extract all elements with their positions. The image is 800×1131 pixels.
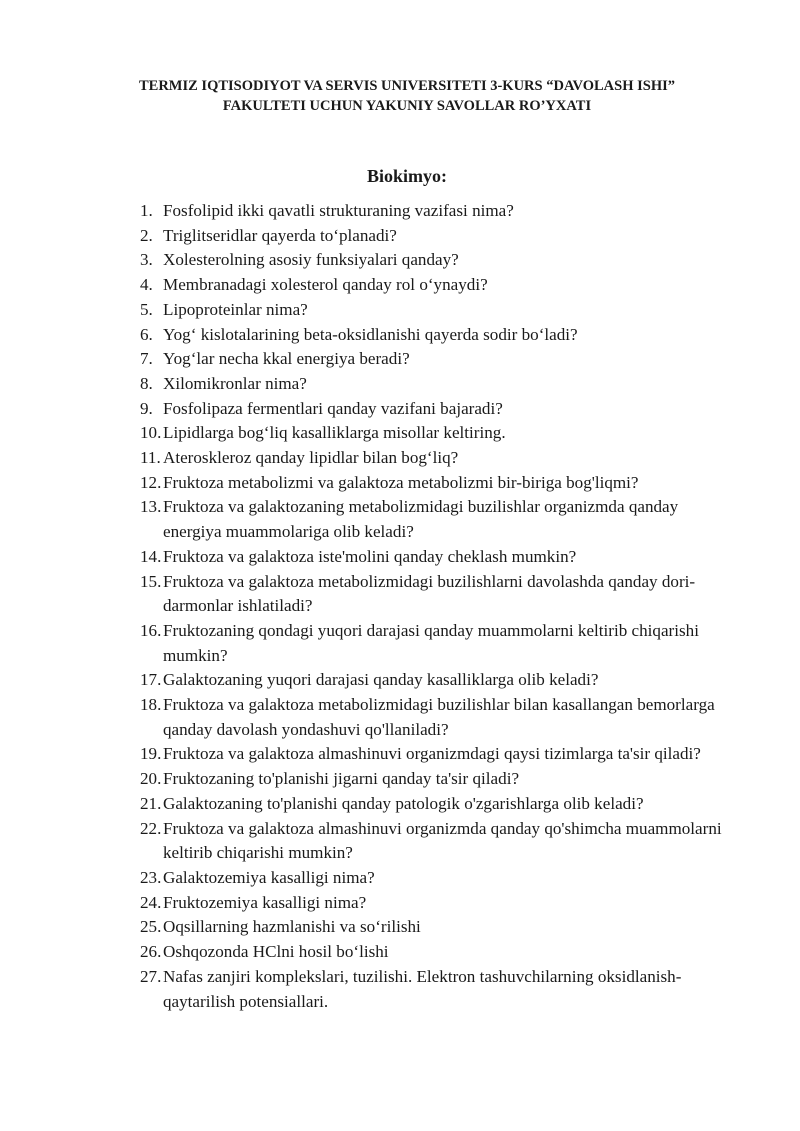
question-item <box>140 397 734 422</box>
question-number: 5. <box>140 299 153 319</box>
question-item <box>140 199 734 224</box>
question-number: 2. <box>140 225 153 245</box>
question-number: 27. <box>140 966 162 986</box>
question-text: Fruktoza va galaktoza metabolizmidagi buzilishlar bilan kasallangan bemorlarga qanday davolash yondashuvi qo'llaniladi? <box>163 695 715 739</box>
question-text: Fruktoza va galaktozaning metabolizmidagi buzilishlar organizmda qanday energiya muammolariga olib keladi? <box>163 497 679 542</box>
question-text: Galaktozemiya kasalligi nima? <box>163 867 375 887</box>
question-number: 20. <box>140 769 162 789</box>
document-header <box>80 76 734 116</box>
question-number: 8. <box>140 373 153 393</box>
question-number: 9. <box>140 398 153 418</box>
question-item <box>140 742 734 767</box>
question-text: Lipoproteinlar nima? <box>163 299 308 319</box>
question-number: 19. <box>140 744 162 764</box>
question-number: 11. <box>140 448 161 468</box>
question-number: 17. <box>140 670 162 690</box>
question-text: Fosfolipid ikki qavatli strukturaning vazifasi nima? <box>163 201 514 220</box>
question-text: Fosfolipaza fermentlari qanday vazifani bajaradi? <box>163 398 503 418</box>
question-item <box>140 693 734 742</box>
question-number: 23. <box>140 867 162 887</box>
question-number: 12. <box>140 472 162 492</box>
question-number: 24. <box>140 892 162 912</box>
question-text: Fruktozemiya kasalligi nima? <box>163 892 367 912</box>
question-item <box>140 323 734 348</box>
question-number: 4. <box>140 275 153 295</box>
question-text: Fruktoza metabolizmi va galaktoza metabolizmi bir-biriga bog'liqmi? <box>163 472 639 492</box>
question-item <box>140 817 734 866</box>
question-item <box>140 248 734 273</box>
question-item <box>140 619 734 668</box>
question-number: 25. <box>140 917 162 937</box>
question-number: 3. <box>140 250 153 270</box>
question-item <box>140 421 734 446</box>
question-text: Galaktozaning to'planishi qanday patologik o'zgarishlarga olib keladi? <box>163 793 644 813</box>
question-list <box>140 199 734 1014</box>
question-text: Fruktoza va galaktoza almashinuvi organizmdagi qaysi tizimlarga ta'sir qiladi? <box>163 744 701 764</box>
question-item <box>140 298 734 323</box>
question-text: Membranadagi xolesterol qanday rol o‘ynaydi? <box>163 275 488 295</box>
question-text: Triglitseridlar qayerda to‘planadi? <box>163 225 397 245</box>
question-number: 16. <box>140 620 162 640</box>
question-text: Oqsillarning hazmlanishi va so‘rilishi <box>163 917 421 937</box>
question-text: Oshqozonda HClni hosil bo‘lishi <box>163 942 389 962</box>
question-text: Fruktozaning qondagi yuqori darajasi qanday muammolarni keltirib chiqarishi mumkin? <box>163 620 699 665</box>
question-text: Fruktoza va galaktoza iste'molini qanday cheklash mumkin? <box>163 546 577 566</box>
header-line-1: TERMIZ IQTISODIYOT VA SERVIS UNIVERSITETI 3-KURS “DAVOLASH ISHI” <box>138 78 675 94</box>
question-item <box>140 471 734 496</box>
question-text: Fruktozaning to'planishi jigarni qanday ta'sir qiladi? <box>163 769 520 789</box>
question-item <box>140 668 734 693</box>
question-item <box>140 372 734 397</box>
question-text: Ateroskleroz qanday lipidlar bilan bog‘liq? <box>163 448 459 468</box>
question-item <box>140 792 734 817</box>
question-number: 10. <box>140 423 162 443</box>
question-text: Fruktoza va galaktoza almashinuvi organizmda qanday qo'shimcha muammolarni keltirib chiqarishi mumkin? <box>163 818 722 863</box>
question-text: Yog‘lar necha kkal energiya beradi? <box>163 349 410 369</box>
question-text: Galaktozaning yuqori darajasi qanday kasalliklarga olib keladi? <box>163 670 599 690</box>
question-number: 7. <box>140 349 153 369</box>
subject-title: Biokimyo: <box>366 166 447 186</box>
question-item <box>140 224 734 249</box>
question-number: 15. <box>140 571 162 591</box>
question-number: 1. <box>140 201 153 220</box>
question-text: Fruktoza va galaktoza metabolizmidagi buzilishlarni davolashda qanday dori-darmonlar ishlatiladi? <box>163 571 696 616</box>
question-item <box>140 866 734 891</box>
question-number: 21. <box>140 793 162 813</box>
question-text: Xolesterolning asosiy funksiyalari qanday? <box>163 250 459 270</box>
question-number: 13. <box>140 497 162 517</box>
question-number: 18. <box>140 695 162 715</box>
question-item <box>140 891 734 916</box>
question-item <box>140 273 734 298</box>
question-item <box>140 965 734 1014</box>
question-text: Lipidlarga bog‘liq kasalliklarga misollar keltiring. <box>163 423 506 443</box>
question-number: 14. <box>140 546 162 566</box>
question-item <box>140 545 734 570</box>
question-text: Yog‘ kislotalarining beta-oksidlanishi qayerda sodir bo‘ladi? <box>163 324 578 344</box>
header-line-2: FAKULTETI UCHUN YAKUNIY SAVOLLAR RO’YXATI <box>222 98 592 114</box>
question-text: Nafas zanjiri komplekslari, tuzilishi. Elektron tashuvchilarning oksidlanish-qaytarilish potensiallari. <box>163 966 682 1011</box>
question-item <box>140 915 734 940</box>
question-item <box>140 940 734 965</box>
question-number: 22. <box>140 818 162 838</box>
question-item <box>140 767 734 792</box>
question-item <box>140 570 734 619</box>
question-number: 26. <box>140 942 162 962</box>
question-text: Xilomikronlar nima? <box>163 373 307 393</box>
question-item <box>140 347 734 372</box>
question-item <box>140 446 734 471</box>
question-number: 6. <box>140 324 153 344</box>
question-item <box>140 495 734 544</box>
